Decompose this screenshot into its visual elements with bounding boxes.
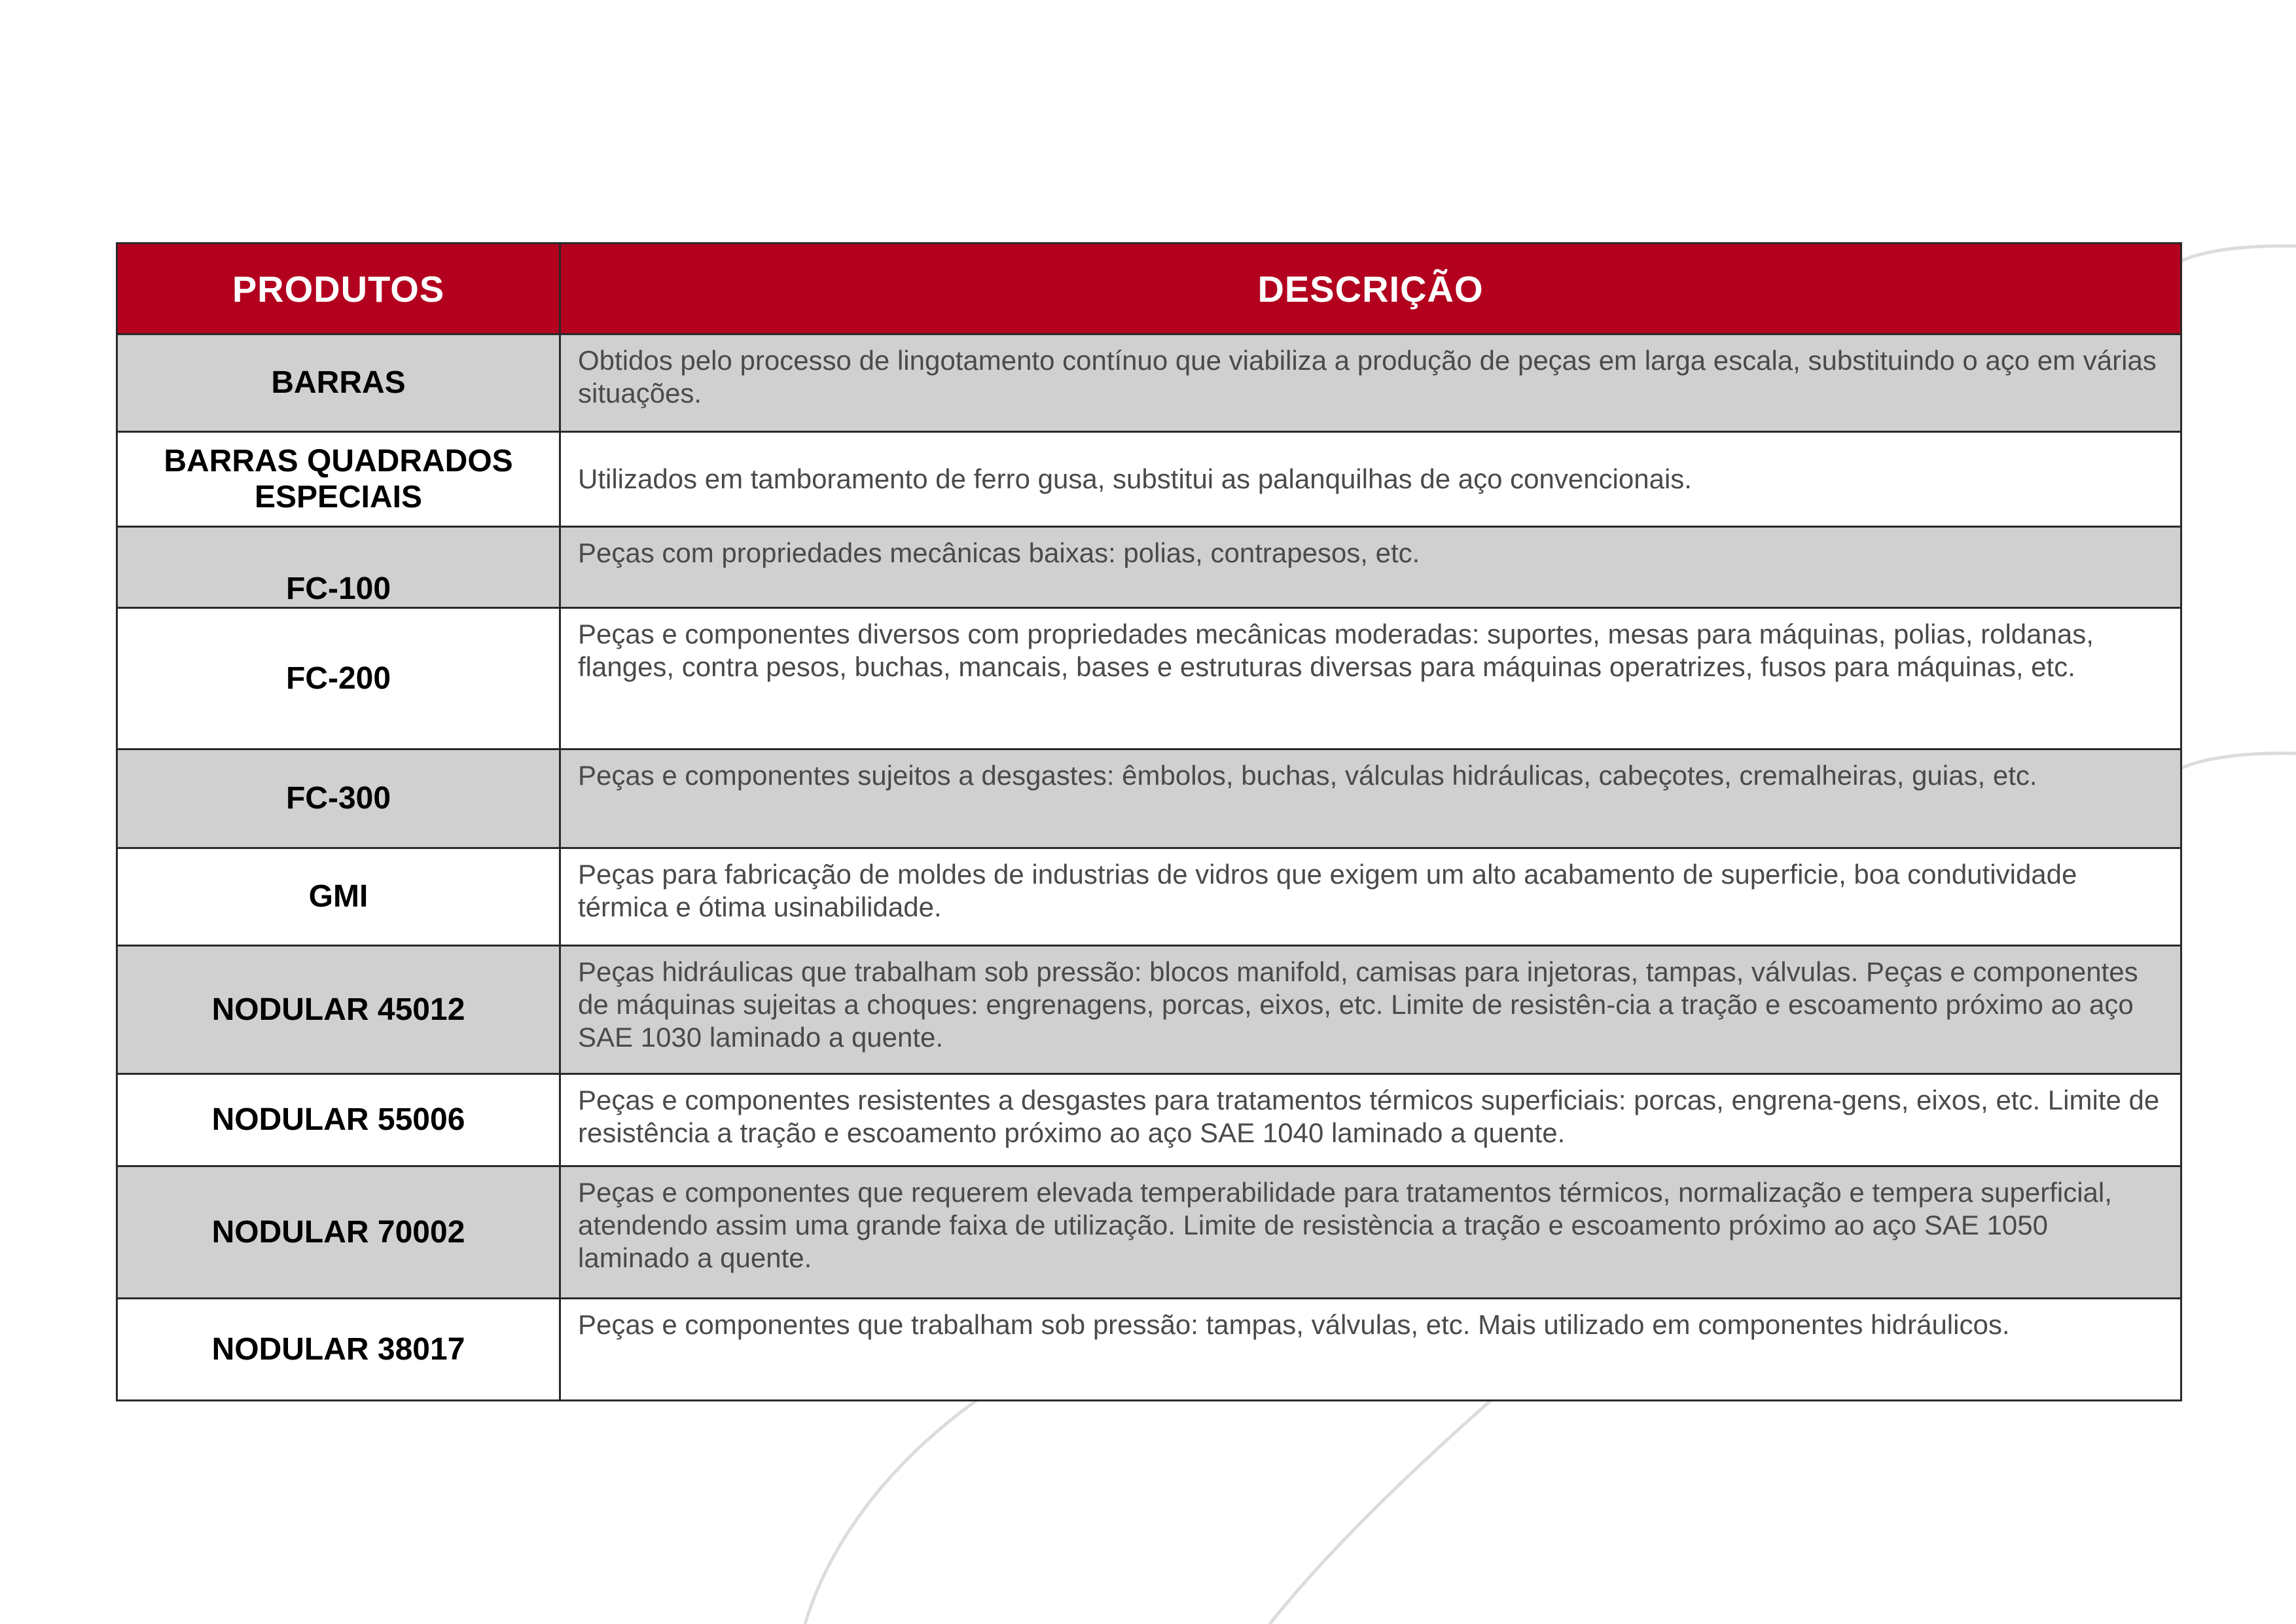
product-name: BARRAS QUADRADOS ESPECIAIS [117, 432, 560, 527]
product-description: Peças hidráulicas que trabalham sob pressão: blocos manifold, camisas para injetoras, tampas, válvulas. Peças e componentes de máquinas sujeitas a choques: engrenagens, porcas, eixos, etc. Limite de resistên-cia a tração e escoamento próximo ao aço SAE 1030 laminado a quente. [560, 946, 2181, 1074]
product-description: Peças com propriedades mecânicas baixas: polias, contrapesos, etc. [560, 527, 2181, 608]
products-table-container [116, 242, 2180, 1401]
product-name: FC-100 [117, 527, 560, 608]
product-name: GMI [117, 848, 560, 946]
product-name: NODULAR 38017 [117, 1299, 560, 1401]
decorative-curve-top-right [2179, 246, 2296, 262]
table-row [117, 1299, 2181, 1401]
table-row [117, 749, 2181, 848]
table-row [117, 1166, 2181, 1299]
product-description: Peças e componentes sujeitos a desgastes: êmbolos, buchas, válculas hidráulicas, cabeçotes, cremalheiras, guias, etc. [560, 749, 2181, 848]
table-row [117, 848, 2181, 946]
products-table [116, 242, 2182, 1401]
column-header-produtos: PRODUTOS [117, 244, 560, 334]
table-header-row [117, 244, 2181, 334]
table-row [117, 946, 2181, 1074]
table-row [117, 1074, 2181, 1166]
product-description: Obtidos pelo processo de lingotamento contínuo que viabiliza a produção de peças em larga escala, substituindo o aço em várias situações. [560, 334, 2181, 432]
product-description: Peças e componentes diversos com propriedades mecânicas moderadas: suportes, mesas para máquinas, polias, roldanas, flanges, contra pesos, buchas, mancais, bases e estruturas diversas para máquinas operatrizes, fusos para máquinas, etc. [560, 608, 2181, 749]
table-row [117, 608, 2181, 749]
table-row [117, 432, 2181, 527]
table-row [117, 334, 2181, 432]
product-description: Peças e componentes que trabalham sob pressão: tampas, válvulas, etc. Mais utilizado em componentes hidráulicos. [560, 1299, 2181, 1401]
column-header-descricao: DESCRIÇÃO [560, 244, 2181, 334]
decorative-curve-mid-right [2179, 753, 2296, 769]
product-name: FC-300 [117, 749, 560, 848]
product-description: Peças e componentes resistentes a desgastes para tratamentos térmicos superficiais: porcas, engrena-gens, eixos, etc. Limite de resistência a tração e escoamento próximo ao aço SAE 1040 laminado a quente. [560, 1074, 2181, 1166]
product-description: Peças e componentes que requerem elevada temperabilidade para tratamentos térmicos, normalização e tempera superficial, atendendo assim uma grande faixa de utilização. Limite de resistència a tração e escoamento próximo ao aço SAE 1050 laminado a quente. [560, 1166, 2181, 1299]
table-row [117, 527, 2181, 608]
decorative-curve-bottom-right [1270, 1388, 1505, 1624]
product-description: Peças para fabricação de moldes de industrias de vidros que exigem um alto acabamento de superficie, boa condutividade térmica e ótima usinabilidade. [560, 848, 2181, 946]
product-name: BARRAS [117, 334, 560, 432]
product-description: Utilizados em tamboramento de ferro gusa, substitui as palanquilhas de aço convencionais. [560, 432, 2181, 527]
decorative-curve-bottom-left [805, 1388, 995, 1624]
product-name: NODULAR 45012 [117, 946, 560, 1074]
product-name: FC-200 [117, 608, 560, 749]
product-name: NODULAR 55006 [117, 1074, 560, 1166]
product-name: NODULAR 70002 [117, 1166, 560, 1299]
